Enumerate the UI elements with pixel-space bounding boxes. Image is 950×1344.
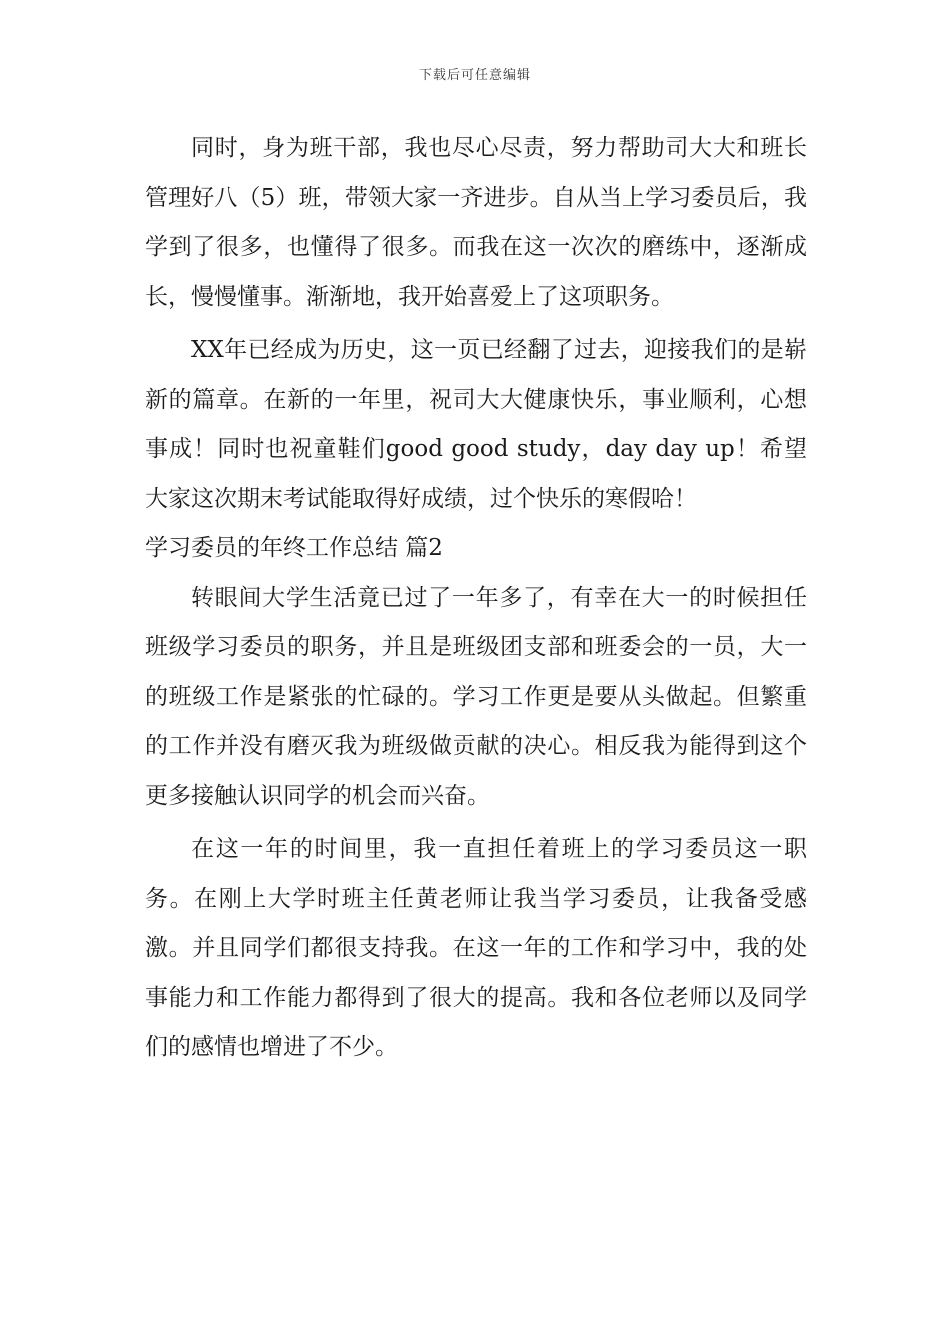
paragraph-year-review: 在这一年的时间里，我一直担任着班上的学习委员这一职务。在刚上大学时班主任黄老师让我当学习委员，让我备受感激。并且同学们都很支持我。在这一年的工作和学习中，我的处事能力和工作能力都得到了很大的提高。我和各位老师以及同学们的感情也增进了不少。	[145, 836, 807, 1060]
page-header-note: 下载后可任意编辑	[418, 68, 531, 83]
paragraph-university-start: 转眼间大学生活竟已过了一年多了，有幸在大一的时候担任班级学习委员的职务，并且是班级团支部和班委会的一员，大一的班级工作是紧张的忙碌的。学习工作更是要从头做起。但繁重的工作并没有磨灭我为班级做贡献的决心。相反我为能得到这个更多接触认识同学的机会而兴奋。	[145, 584, 807, 809]
document-body	[145, 124, 807, 1073]
paragraph-class-cadre: 同时，身为班干部，我也尽心尽责，努力帮助司大大和班长管理好八（5）班，带领大家一齐进步。自从当上学习委员后，我学到了很多，也懂得了很多。而我在这一次次的磨练中，逐渐成长，慢慢懂事。渐渐地，我开始喜爱上了这项职务。	[145, 135, 807, 310]
section-heading: 学习委员的年终工作总结 篇2	[145, 535, 443, 561]
paragraph-new-year-wishes: XX年已经成为历史，这一页已经翻了过去，迎接我们的是崭新的篇章。在新的一年里，祝司大大健康快乐，事业顺利，心想事成！同时也祝童鞋们good good study，day day up！希望大家这次期末考试能取得好成绩，过个快乐的寒假哈！	[145, 337, 807, 512]
